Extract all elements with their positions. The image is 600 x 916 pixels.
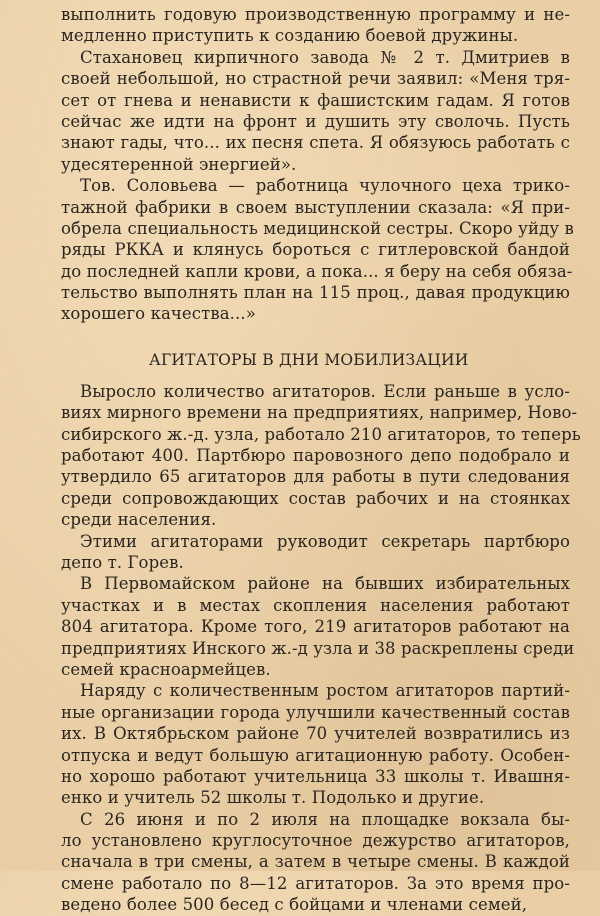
text-line: Выросло количество агитаторов. Если раньше в усло-	[80, 381, 570, 401]
text-line: смене работало по 8—12 агитаторов. За это время про-	[61, 873, 570, 893]
text-line: выполнить годовую производственную программу и не-	[61, 5, 570, 24]
paragraph	[61, 381, 581, 531]
text-line: ло установлено круглосуточное дежурство агитаторов,	[61, 831, 570, 851]
text-line: обрела специальность медицинской сестры. Скоро уйду в	[61, 218, 574, 238]
text-line: сет от гнева и ненависти к фашистским гадам. Я готов	[61, 90, 570, 110]
text-line: депо т. Горев.	[61, 552, 184, 572]
text-line: до последней капли крови, а пока... я беру на себя обяза-	[61, 261, 573, 281]
section-heading: АГИТАТОРЫ В ДНИ МОБИЛИЗАЦИИ	[149, 350, 469, 369]
paragraph	[61, 4, 570, 47]
text-line: ные организации города улучшили качественный состав	[61, 702, 570, 722]
text-line: знают гады, что... их песня спета. Я обязуюсь работать с	[61, 133, 570, 153]
paragraph	[61, 809, 570, 916]
body-text-top	[61, 4, 574, 325]
text-line: но хорошо работают учительница 33 школы т. Ивашня-	[61, 766, 570, 786]
text-line: ряды РККА и клянусь бороться с гитлеровской бандой	[61, 240, 570, 260]
text-line: среди населения.	[61, 510, 217, 530]
text-line: их. В Октябрьском районе 70 учителей возвратились из	[61, 724, 570, 744]
text-line: семей красноармейцев.	[61, 659, 271, 679]
text-line: тажной фабрики в своем выступлении сказала: «Я при-	[61, 197, 570, 217]
text-line: Этими агитаторами руководит секретарь партбюро	[80, 531, 570, 551]
text-line: Стахановец кирпичного завода № 2 т. Дмитриев в	[80, 47, 570, 67]
text-line: медленно приступить к созданию боевой дружины.	[61, 26, 519, 46]
text-line: ведено более 500 бесед с бойцами и членами семей,	[61, 895, 528, 915]
paragraph	[61, 47, 570, 175]
paragraph	[61, 573, 575, 680]
text-line: участках и в местах скопления населения работают	[61, 595, 570, 615]
text-line: енко и учитель 52 школы т. Подолько и другие.	[61, 788, 485, 808]
text-line: сибирского ж.-д. узла, работало 210 агитаторов, то теперь	[61, 424, 581, 444]
paragraph	[61, 175, 574, 325]
text-line: работают 400. Партбюро паровозного депо подобрало и	[61, 446, 570, 466]
text-line: удесятеренной энергией».	[61, 154, 297, 174]
body-text-section	[61, 381, 581, 916]
text-line: сначала в три смены, а затем в четыре смены. В каждой	[61, 852, 570, 872]
text-line: Наряду с количественным ростом агитаторов партий-	[80, 681, 570, 701]
text-line: виях мирного времени на предприятиях, например, Ново-	[61, 403, 578, 423]
text-line: Тов. Соловьева — работница чулочного цеха трико-	[80, 176, 570, 196]
text-line: В Первомайском районе на бывших избирательных	[80, 574, 570, 594]
text-line: тельство выполнять план на 115 проц., давая продукцию	[61, 283, 570, 303]
paragraph	[61, 680, 570, 808]
text-line: С 26 июня и по 2 июля на площадке вокзала бы-	[80, 809, 570, 829]
text-line: среди сопровождающих состав рабочих и на стоянках	[61, 488, 570, 508]
paragraph	[61, 531, 570, 574]
text-line: сейчас же идти на фронт и душить эту сволочь. Пусть	[61, 111, 570, 131]
text-line: 804 агитатора. Кроме того, 219 агитаторов работают на	[61, 617, 570, 637]
text-line: своей небольшой, но страстной речи заявил: «Меня тря-	[61, 69, 570, 89]
text-line: хорошего качества...»	[61, 304, 256, 324]
text-line: отпуска и ведут большую агитационную работу. Особен-	[61, 745, 570, 765]
text-line: предприятиях Инского ж.-д узла и 38 раскреплены среди	[61, 638, 575, 658]
text-line: утвердило 65 агитаторов для работы в пути следования	[61, 467, 570, 487]
